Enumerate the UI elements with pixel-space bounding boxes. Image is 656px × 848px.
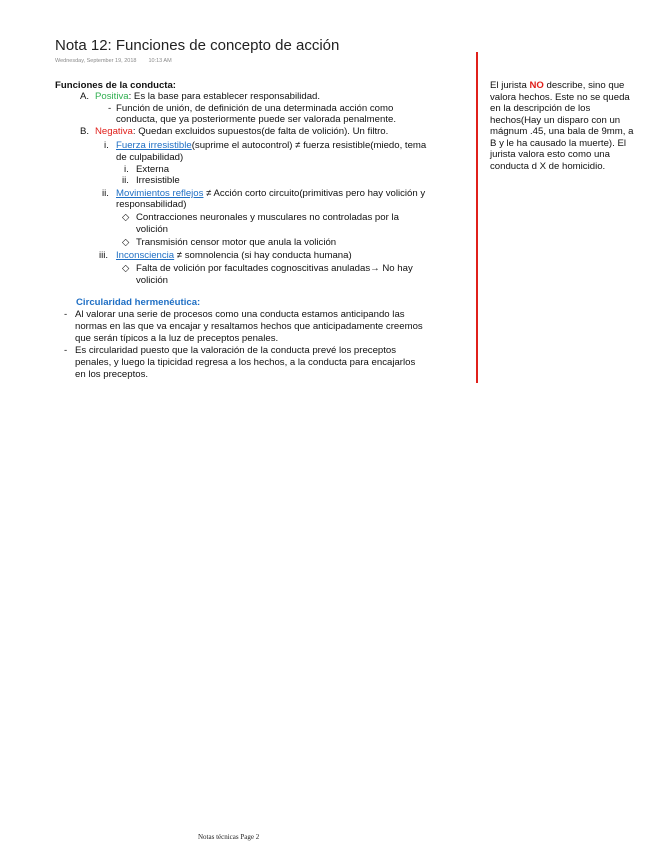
list-item-ii — [102, 188, 425, 199]
list-item-text: Externa — [136, 164, 170, 175]
list-item-text: de culpabilidad) — [116, 152, 184, 163]
list-subitem — [108, 103, 393, 114]
page-footer: Notas técnicas Page 2 — [198, 833, 260, 841]
section-heading: Funciones de la conducta: — [55, 80, 177, 91]
list-item-text: : Es la base para establecer responsabilidad. — [128, 91, 321, 102]
diamond-bullet-icon: ◇ — [122, 212, 130, 223]
inconsciencia-link[interactable]: Inconsciencia — [116, 250, 175, 261]
list-subitem — [122, 237, 336, 248]
list-item-text: Transmisión censor motor que anula la volición — [136, 237, 337, 248]
negative-label: Negativa — [95, 126, 133, 137]
list-marker: - — [64, 309, 68, 320]
side-note-text: describe, sino que — [543, 80, 625, 91]
list-item-iii — [99, 250, 352, 261]
fuerza-irresistible-link[interactable]: Fuerza irresistible — [116, 140, 192, 151]
page-title: Nota 12: Funciones de concepto de acción — [55, 37, 340, 54]
list-item-b — [80, 126, 388, 137]
list-item-text: ≠ Acción corto circuito(primitivas pero hay volición y — [203, 188, 426, 199]
circularidad-heading: Circularidad hermenéutica: — [76, 297, 201, 308]
list-marker: - — [64, 345, 68, 356]
list-item-text: Irresistible — [136, 175, 180, 186]
list-item-text: ≠ somnolencia (si hay conducta humana) — [174, 250, 352, 261]
side-note-line: valora hechos. Este no se queda — [490, 91, 630, 103]
list-marker: i. — [104, 140, 109, 151]
list-item-text: normas en las que va encajar y resaltamos hechos que anticipadamente creemos — [75, 321, 423, 332]
circularidad-point-1 — [64, 309, 405, 320]
list-item-text: penales, y luego la tipicidad regresa a los hechos, a la conducta para encajarlos — [75, 357, 416, 368]
list-subitem — [122, 212, 399, 223]
side-note-line — [490, 80, 624, 91]
side-note-line: conducta d X de homicidio. — [490, 160, 606, 172]
note-metadata — [55, 58, 172, 65]
list-marker: ii. — [102, 188, 109, 199]
emphasis-no: NO — [529, 80, 544, 91]
movimientos-reflejos-link[interactable]: Movimientos reflejos — [116, 188, 204, 199]
list-item-text: Contracciones neuronales y musculares no controladas por la — [136, 212, 399, 223]
list-item-text: que serán típicos a la luz de preceptos penales. — [75, 333, 279, 344]
margin-divider — [476, 52, 478, 383]
note-date: Wednesday, September 19, 2018 — [55, 58, 137, 64]
list-item-text: volición — [136, 275, 168, 286]
side-note-text: El jurista — [490, 80, 530, 91]
positive-label: Positiva — [95, 91, 129, 102]
list-item-text: Función de unión, de definición de una determinada acción como — [116, 103, 394, 114]
list-subitem — [124, 164, 169, 175]
note-time: 10:13 AM — [148, 58, 172, 64]
list-item-a — [80, 91, 320, 102]
list-item-text: volición — [136, 224, 168, 235]
side-note-line: hechos(Hay un disparo con un — [490, 114, 621, 126]
list-marker: - — [108, 103, 112, 114]
list-subitem — [122, 263, 413, 274]
list-item-text: Al valorar una serie de procesos como una conducta estamos anticipando las — [75, 309, 405, 320]
list-item-text: : Quedan excluidos supuestos(de falta de volición). Un filtro. — [132, 126, 389, 137]
list-marker: A. — [80, 91, 90, 102]
list-item-text: (suprime el autocontrol) ≠ fuerza resistible(miedo, tema — [191, 140, 427, 151]
list-item-text: Falta de volición por facultades cognoscitivas anuladas→ No hay — [136, 263, 413, 274]
side-note-line: en la descripción de los — [490, 103, 591, 114]
side-note-line: mágnum .45, una bala de 9mm, a — [490, 126, 634, 137]
diamond-bullet-icon: ◇ — [122, 263, 130, 274]
circularidad-point-2 — [64, 345, 396, 356]
list-item-text: conducta, que ya posteriormente puede ser valorada penalmente. — [116, 114, 396, 125]
side-note-line: B y le ha causado la muerte). El — [490, 137, 626, 149]
list-item-text: en los preceptos. — [75, 369, 149, 380]
list-marker: iii. — [99, 250, 109, 261]
list-item-text: responsabilidad) — [116, 199, 187, 210]
side-note-line: jurista valora esto como una — [490, 149, 610, 160]
list-marker: ii. — [122, 175, 129, 186]
list-marker: i. — [124, 164, 129, 175]
diamond-bullet-icon: ◇ — [122, 237, 130, 248]
list-item-i — [104, 140, 426, 151]
list-marker: B. — [80, 126, 90, 137]
list-subitem — [122, 175, 180, 186]
list-item-text: Es circularidad puesto que la valoración de la conducta prevé los preceptos — [75, 345, 397, 356]
